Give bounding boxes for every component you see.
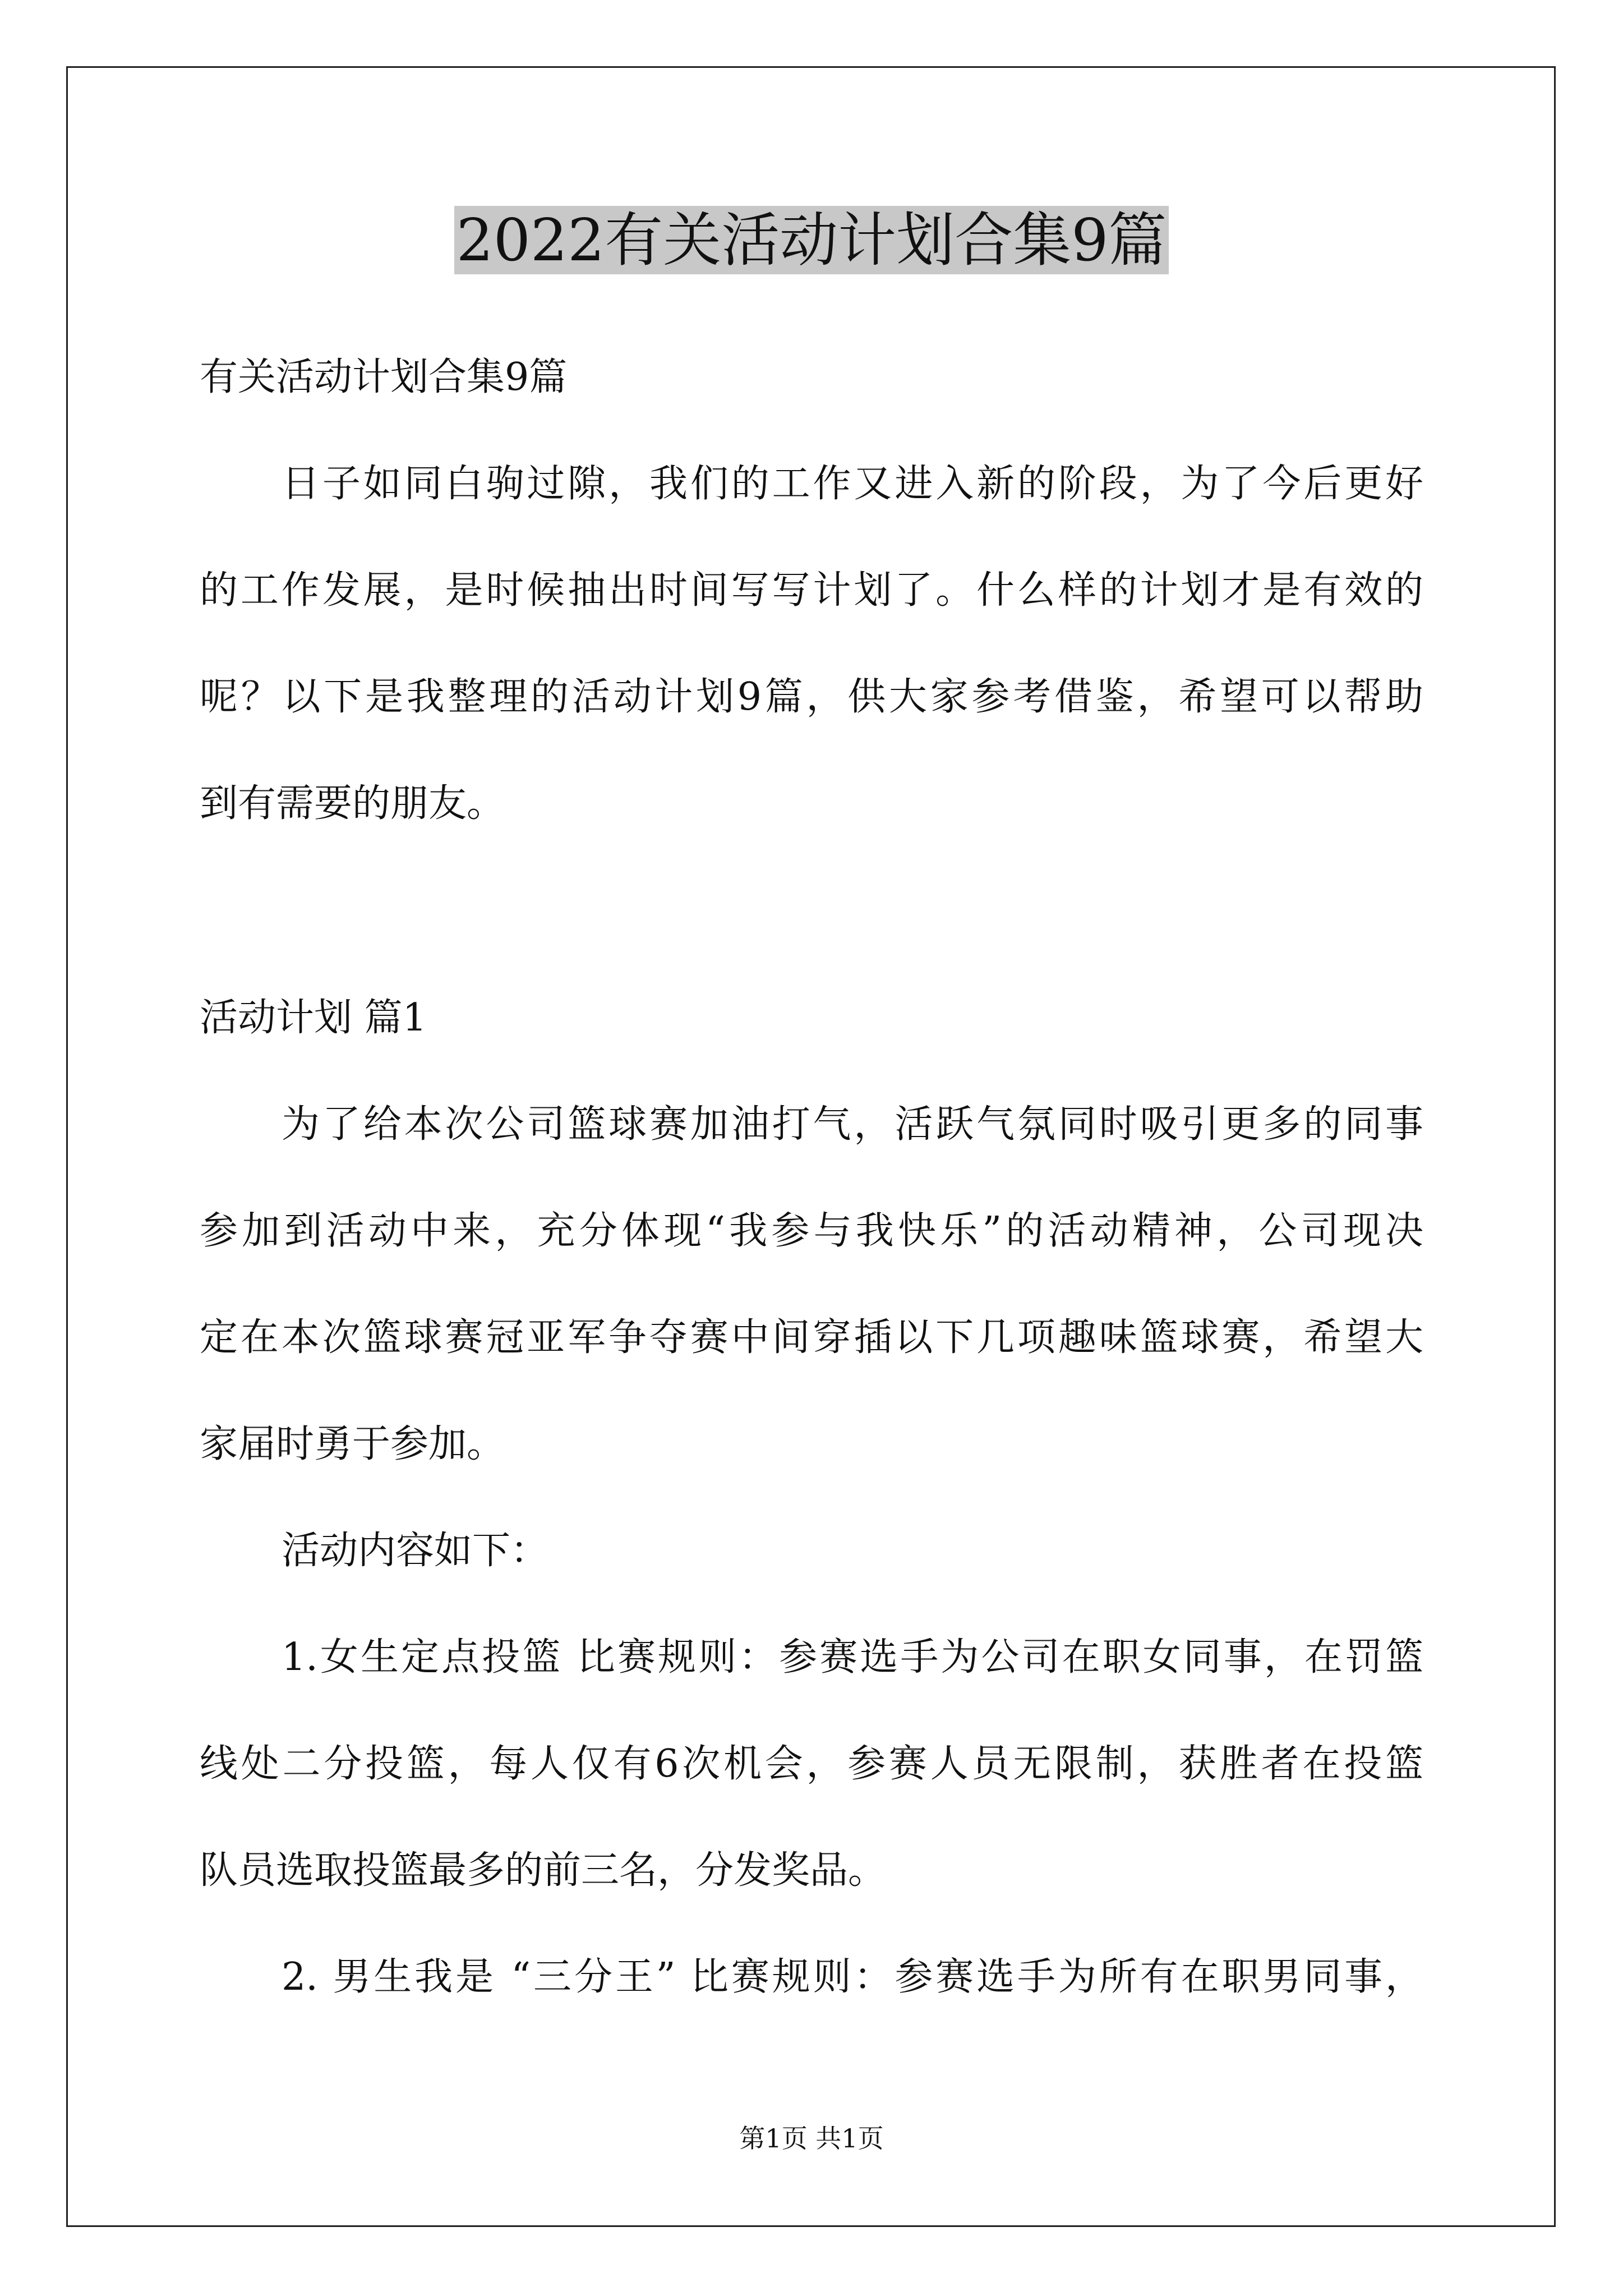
item1-line-3: 队员选取投篮最多的前三名，分发奖品。 — [200, 1848, 887, 1893]
section-heading: 活动计划 篇1 — [200, 996, 427, 1040]
document-title — [0, 201, 1623, 279]
item1-line-2: 线处二分投篮，每人仅有6次机会，参赛人员无限制，获胜者在投篮 — [200, 1742, 1423, 1786]
intro-line-2: 的工作发展，是时候抽出时间写写计划了。什么样的计划才是有效的 — [200, 568, 1423, 613]
page-footer: 第1页 共1页 — [739, 2123, 884, 2154]
item2-line-1: 2. 男生我是 “三分王” 比赛规则：参赛选手为所有在职男同事， — [282, 1955, 1423, 1999]
document-subtitle: 有关活动计划合集9篇 — [200, 355, 568, 399]
intro-line-3: 呢？以下是我整理的活动计划9篇，供大家参考借鉴，希望可以帮助 — [200, 675, 1423, 719]
intro-line-1: 日子如同白驹过隙，我们的工作又进入新的阶段，为了今后更好 — [282, 462, 1423, 506]
intro-line-4: 到有需要的朋友。 — [200, 781, 505, 826]
content-heading: 活动内容如下： — [282, 1529, 549, 1573]
document-title-text: 2022有关活动计划合集9篇 — [454, 206, 1169, 274]
section-line-3: 定在本次篮球赛冠亚军争夺赛中间穿插以下几项趣味篮球赛，希望大 — [200, 1315, 1423, 1360]
section-line-2: 参加到活动中来，充分体现“我参与我快乐”的活动精神，公司现决 — [200, 1209, 1423, 1253]
item1-line-1: 1.女生定点投篮 比赛规则：参赛选手为公司在职女同事，在罚篮 — [282, 1635, 1423, 1680]
section-line-4: 家届时勇于参加。 — [200, 1422, 505, 1466]
section-line-1: 为了给本次公司篮球赛加油打气，活跃气氛同时吸引更多的同事 — [282, 1102, 1423, 1147]
